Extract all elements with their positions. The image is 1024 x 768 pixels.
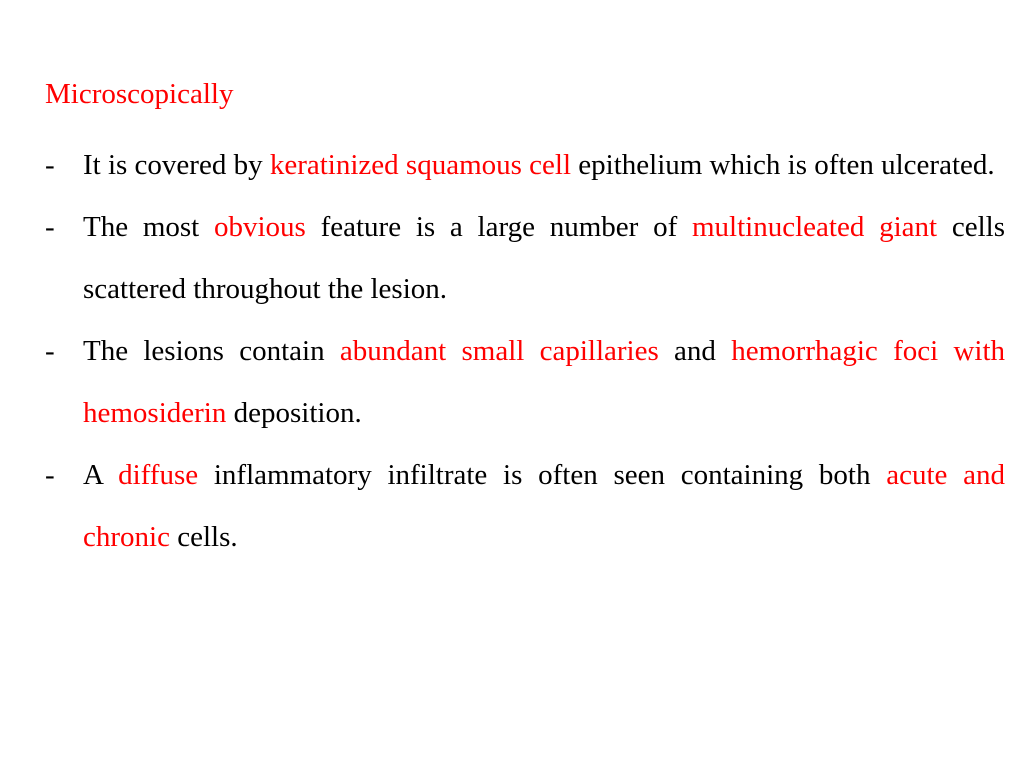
highlighted-term: acute and chronic [83,459,1005,553]
section-heading: Microscopically [45,78,234,110]
text-segment: The most [83,211,214,243]
highlighted-term: multinucleated giant [692,211,938,243]
highlighted-term: obvious [214,211,306,243]
text-segment: epithelium which is often ulcerated. [571,149,995,181]
text-segment: and [658,335,732,367]
bullet-dash: - [45,459,55,491]
highlighted-term: abundant small capillaries [339,335,659,367]
text-segment: cells scattered throughout the lesion. [83,211,1005,305]
text-segment: The lesions contain [83,335,340,367]
highlighted-term: hemorrhagic foci with hemosiderin [83,335,1006,429]
bullet-item [45,320,1005,444]
bullet-item [45,134,1005,196]
text-segment: It is covered by [83,149,270,181]
bullet-item [45,196,1005,320]
bullet-dash: - [45,211,55,243]
bullet-list [45,134,1005,568]
text-segment: deposition. [226,397,362,429]
bullet-dash: - [45,335,55,367]
highlighted-term: diffuse [118,459,199,491]
bullet-dash: - [45,149,55,181]
text-segment: cells. [169,521,238,553]
text-segment: feature is a large number of [305,211,692,243]
highlighted-term: keratinized squamous cell [269,149,572,181]
text-segment: inflammatory infiltrate is often seen containing both [198,459,887,491]
bullet-item [45,444,1005,568]
text-segment: A [83,459,119,491]
